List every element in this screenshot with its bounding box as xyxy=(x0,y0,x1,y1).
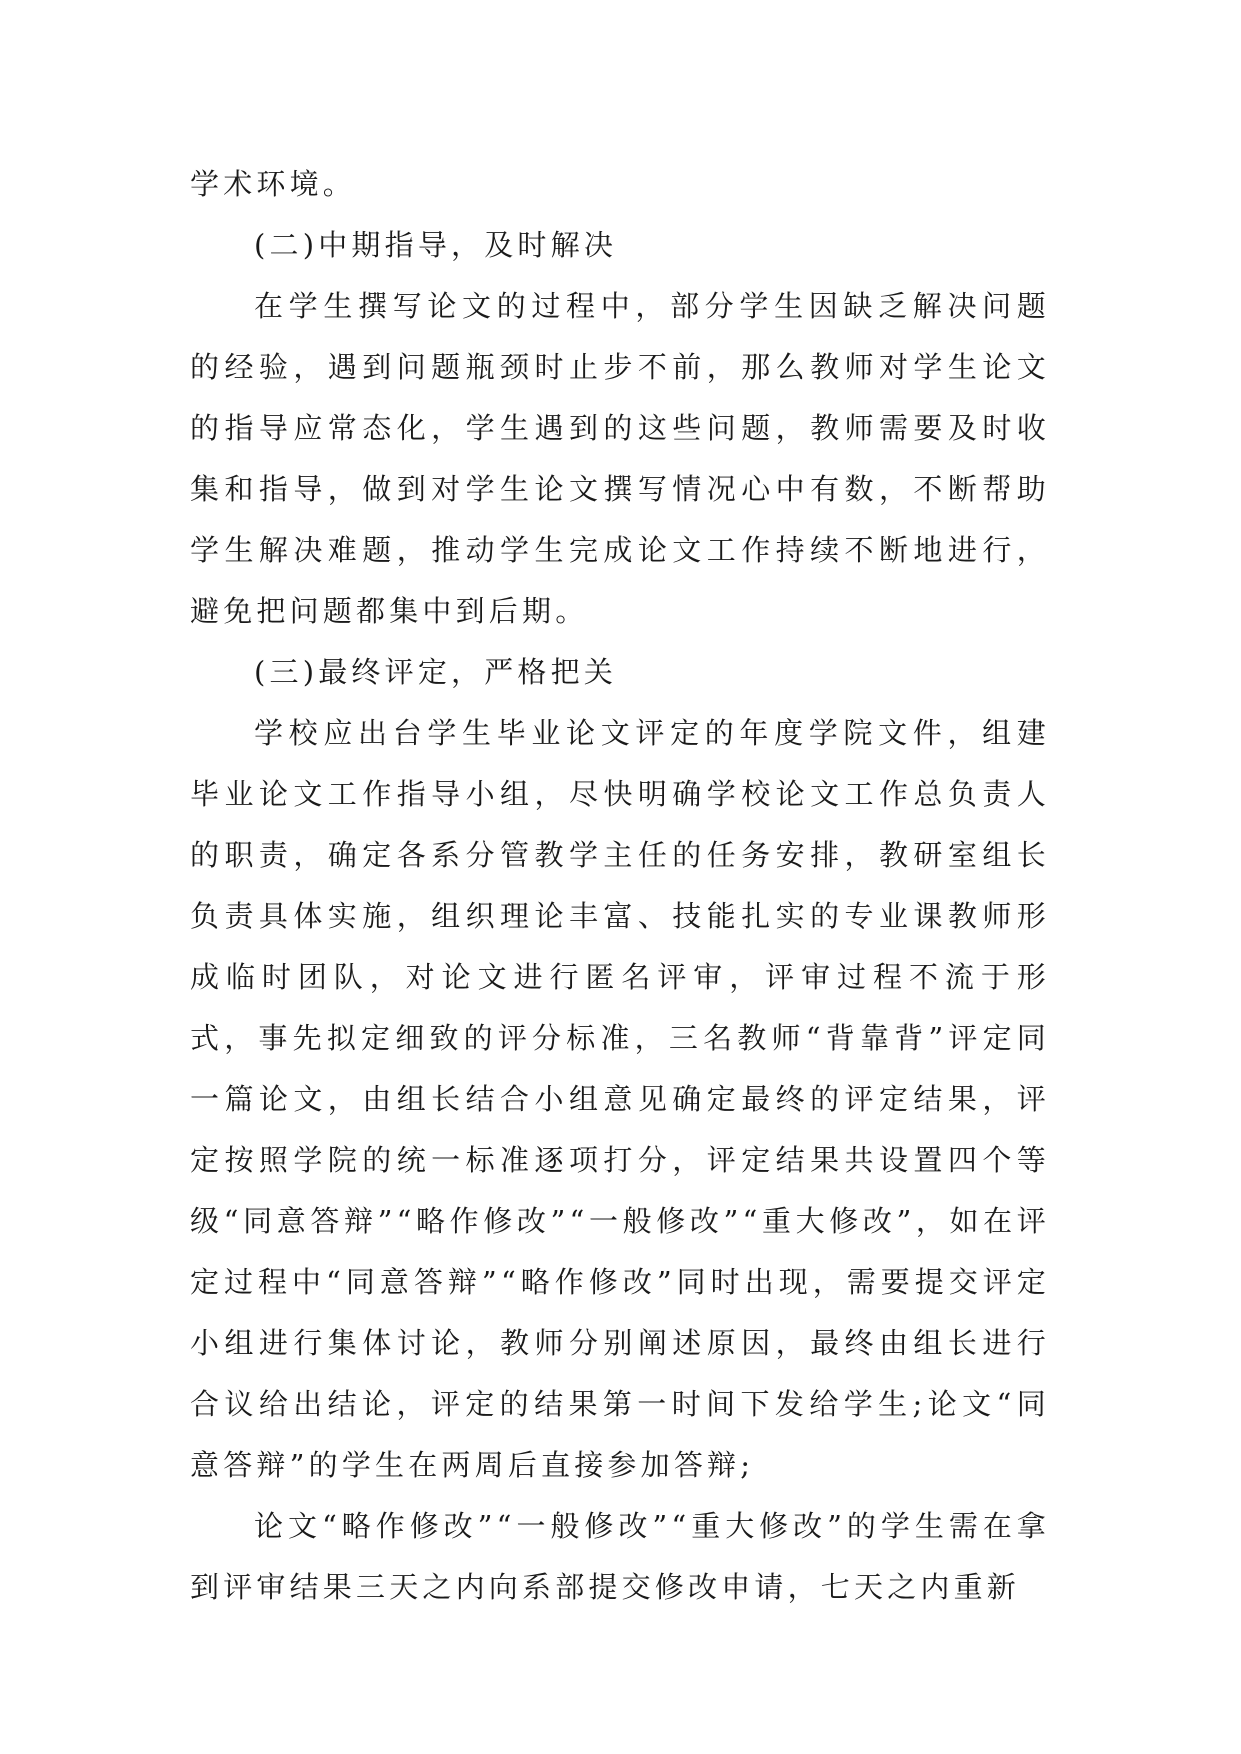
paragraph-revision: 论文“略作修改”“一般修改”“重大修改”的学生需在拿到评审结果三天之内向系部提交修改申请，七天之内重新 xyxy=(190,1509,1050,1604)
paragraph-midterm-guidance: 在学生撰写论文的过程中，部分学生因缺乏解决问题的经验，遇到问题瓶颈时止步不前，那么教师对学生论文的指导应常态化，学生遇到的这些问题，教师需要及时收集和指导，做到对学生论文撰写情况心中有数，不断帮助学生解决难题，推动学生完成论文工作持续不断地进行，避免把问题都集中到后期。 xyxy=(190,289,1050,628)
paragraph-final-evaluation: 学校应出台学生毕业论文评定的年度学院文件，组建毕业论文工作指导小组，尽快明确学校论文工作总负责人的职责，确定各系分管教学主任的任务安排，教研室组长负责具体实施，组织理论丰富、技能扎实的专业课教师形成临时团队，对论文进行匿名评审，评审过程不流于形式，事先拟定细致的评分标准，三名教师“背靠背”评定同一篇论文，由组长结合小组意见确定最终的评定结果，评定按照学院的统一标准逐项打分，评定结果共设置四个等级“同意答辩”“略作修改”“一般修改”“重大修改”，如在评定过程中“同意答辩”“略作修改”同时出现，需要提交评定小组进行集体讨论，教师分别阐述原因，最终由组长进行合议给出结论，评定的结果第一时间下发给学生;论文“同意答辩”的学生在两周后直接参加答辩; xyxy=(190,716,1050,1482)
document-body xyxy=(190,154,1050,1618)
paragraph-continuation: 学术环境。 xyxy=(190,167,357,201)
section-heading-2: (二)中期指导，及时解决 xyxy=(254,228,618,262)
section-heading-3: (三)最终评定，严格把关 xyxy=(254,655,618,689)
